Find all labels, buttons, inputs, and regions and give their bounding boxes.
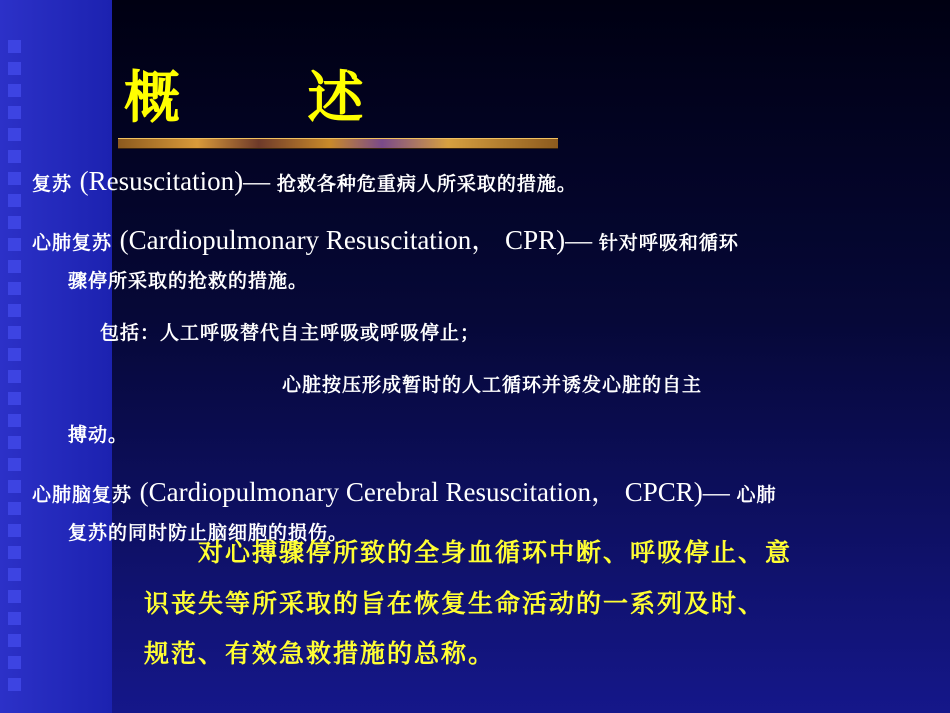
- left-sidebar-band: [0, 0, 112, 713]
- definition-cpr-line2: 骤停所采取的抢救的措施。: [68, 270, 309, 292]
- decorative-squares: [8, 40, 24, 700]
- definition-cpcr-line2: 复苏的同时防止脑细胞的损伤。: [68, 522, 349, 544]
- summary-definition-line3: 规范、有效急救措施的总称。: [144, 639, 496, 668]
- includes-line: 包括：人工呼吸替代自主呼吸或呼吸停止；: [100, 322, 481, 344]
- title-underline: [118, 138, 558, 149]
- summary-definition-line2: 识丧失等所采取的旨在恢复生命活动的一系列及时、: [144, 589, 766, 618]
- definition-cpr: 心肺复苏 (Cardiopulmonary Resuscitation， CPR)— 针对呼吸和循环: [32, 225, 739, 255]
- definition-resuscitation: 复苏 (Resuscitation)— 抢救各种危重病人所采取的措施。: [32, 166, 577, 196]
- summary-definition-line1: 对心搏骤停所致的全身血循环中断、呼吸停止、意: [198, 538, 793, 567]
- slide-title: 概 述: [124, 66, 418, 131]
- cardiac-compression-line2: 搏动。: [68, 424, 129, 446]
- definition-cpcr: 心肺脑复苏 (Cardiopulmonary Cerebral Resuscitation， CPCR)— 心肺: [32, 477, 777, 507]
- cardiac-compression-line: 心脏按压形成暂时的人工循环并诱发心脏的自主: [282, 374, 703, 396]
